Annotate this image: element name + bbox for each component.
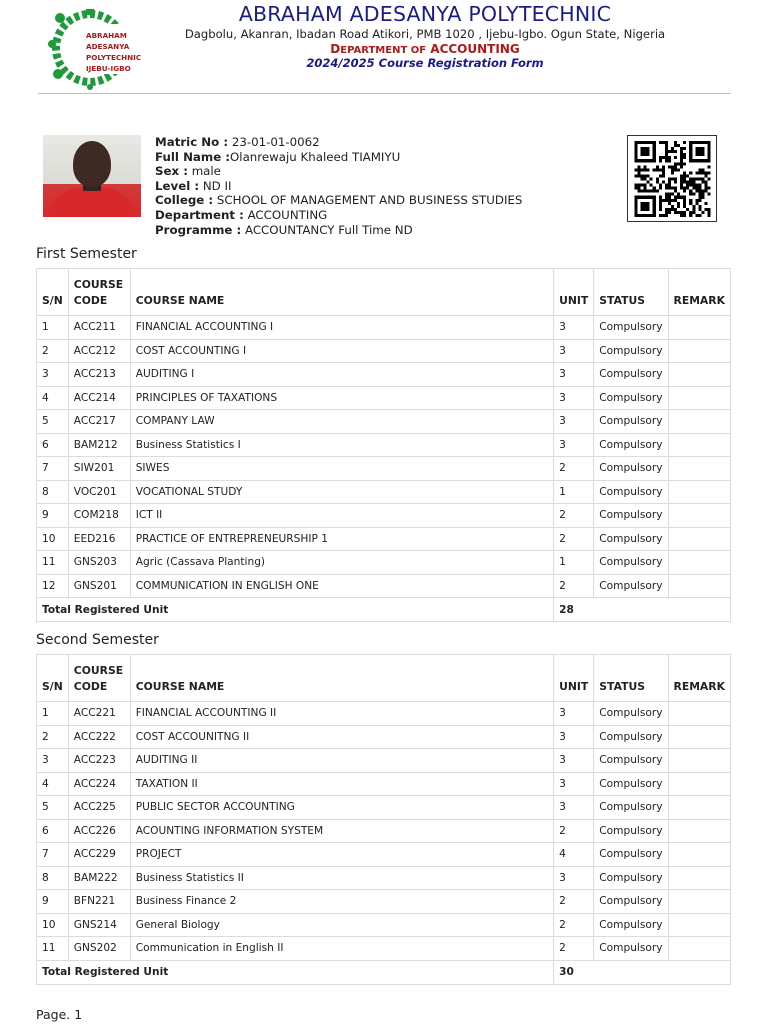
cell-remark <box>668 527 731 551</box>
col-remark-header: REMARK <box>668 655 731 702</box>
cell-status: Compulsory <box>594 527 668 551</box>
cell-name: Business Statistics I <box>130 433 553 457</box>
name-label: Full Name : <box>155 149 231 164</box>
cell-remark <box>668 433 731 457</box>
cell-sn: 2 <box>37 725 69 749</box>
logo-line-2: ADESANYA <box>86 42 130 51</box>
cell-unit: 3 <box>554 339 594 363</box>
cell-name: ICT II <box>130 504 553 528</box>
table-row <box>37 843 731 867</box>
cell-name: Communication in English II <box>130 937 553 961</box>
cell-sn: 7 <box>37 843 69 867</box>
cell-status: Compulsory <box>594 504 668 528</box>
level-row <box>155 179 522 194</box>
cell-sn: 12 <box>37 574 69 598</box>
total-label: Total Registered Unit <box>37 598 554 622</box>
form-title: 2024/2025 Course Registration Form <box>306 56 544 70</box>
cell-sn: 3 <box>37 749 69 773</box>
cell-code: ACC217 <box>68 410 130 434</box>
cell-unit: 1 <box>554 551 594 575</box>
department-row <box>155 208 522 223</box>
institution-logo <box>40 4 144 90</box>
cell-remark <box>668 796 731 820</box>
logo-line-3: POLYTECHNIC <box>86 53 142 62</box>
cell-name: FINANCIAL ACCOUNTING II <box>130 702 553 726</box>
level-label: Level : <box>155 178 200 193</box>
college-row <box>155 193 522 208</box>
cell-status: Compulsory <box>594 772 668 796</box>
col-sn-header: S/N <box>37 655 69 702</box>
table-row <box>37 796 731 820</box>
cell-name: AUDITING I <box>130 363 553 387</box>
table-row <box>37 866 731 890</box>
table-row <box>37 363 731 387</box>
cell-remark <box>668 551 731 575</box>
cell-code: BAM212 <box>68 433 130 457</box>
cell-code: ACC212 <box>68 339 130 363</box>
cell-status: Compulsory <box>594 890 668 914</box>
table-row <box>37 772 731 796</box>
cell-code: BFN221 <box>68 890 130 914</box>
cell-unit: 2 <box>554 819 594 843</box>
department-value: ACCOUNTING <box>247 207 328 222</box>
cell-remark <box>668 866 731 890</box>
cell-unit: 3 <box>554 725 594 749</box>
logo-line-1: ABRAHAM <box>86 31 127 40</box>
student-details <box>155 135 522 237</box>
logo-line-4: IJEBU-IGBO <box>86 64 131 73</box>
table-row <box>37 527 731 551</box>
col-code-header <box>68 655 130 702</box>
cell-code: GNS201 <box>68 574 130 598</box>
sex-label: Sex : <box>155 164 188 179</box>
cell-sn: 10 <box>37 527 69 551</box>
first-semester-title: First Semester <box>36 246 137 262</box>
table-header-row <box>37 269 731 316</box>
cell-unit: 1 <box>554 480 594 504</box>
cell-status: Compulsory <box>594 702 668 726</box>
cell-remark <box>668 410 731 434</box>
total-row <box>37 960 731 984</box>
cell-status: Compulsory <box>594 749 668 773</box>
second-semester-table <box>36 654 731 985</box>
matric-label: Matric No : <box>155 135 229 149</box>
cell-status: Compulsory <box>594 866 668 890</box>
cell-unit: 4 <box>554 843 594 867</box>
table-row <box>37 574 731 598</box>
table-row <box>37 551 731 575</box>
cell-sn: 1 <box>37 316 69 340</box>
cell-unit: 3 <box>554 796 594 820</box>
col-remark-header: REMARK <box>668 269 731 316</box>
cell-unit: 2 <box>554 913 594 937</box>
cell-sn: 4 <box>37 386 69 410</box>
cell-code: ACC211 <box>68 316 130 340</box>
cell-remark <box>668 574 731 598</box>
level-value: ND II <box>202 178 232 193</box>
cell-name: COMMUNICATION IN ENGLISH ONE <box>130 574 553 598</box>
cell-remark <box>668 316 731 340</box>
col-code-header-line-2: CODE <box>73 294 108 307</box>
cell-status: Compulsory <box>594 433 668 457</box>
total-row <box>37 598 731 622</box>
cell-name: SIWES <box>130 457 553 481</box>
cell-unit: 2 <box>554 937 594 961</box>
col-code-header <box>68 269 130 316</box>
header-divider <box>38 93 731 94</box>
institution-address: Dagbolu, Akanran, Ibadan Road Atikori, PMB 1020 , Ijebu-Igbo. Ogun State, Nigeria <box>184 27 666 41</box>
cell-code: GNS203 <box>68 551 130 575</box>
table-row <box>37 339 731 363</box>
department-heading-initial: D <box>330 42 341 56</box>
cell-code: ACC213 <box>68 363 130 387</box>
matric-value: 23-01-01-0062 <box>231 135 320 149</box>
cell-status: Compulsory <box>594 551 668 575</box>
college-label: College : <box>155 193 214 208</box>
cell-unit: 2 <box>554 504 594 528</box>
cell-sn: 10 <box>37 913 69 937</box>
cell-code: ACC226 <box>68 819 130 843</box>
table-row <box>37 316 731 340</box>
cell-unit: 3 <box>554 772 594 796</box>
table-row <box>37 937 731 961</box>
cell-unit: 3 <box>554 702 594 726</box>
cell-remark <box>668 843 731 867</box>
cell-remark <box>668 937 731 961</box>
first-semester-table <box>36 268 731 622</box>
department-label: Department : <box>155 207 244 222</box>
cell-unit: 2 <box>554 527 594 551</box>
cell-sn: 11 <box>37 551 69 575</box>
cell-code: ACC223 <box>68 749 130 773</box>
cell-code: VOC201 <box>68 480 130 504</box>
cell-remark <box>668 890 731 914</box>
qr-code <box>627 135 717 222</box>
cell-status: Compulsory <box>594 363 668 387</box>
table-row <box>37 749 731 773</box>
page-number: Page. 1 <box>36 1007 83 1022</box>
name-row <box>155 150 522 165</box>
cell-remark <box>668 480 731 504</box>
col-sn-header: S/N <box>37 269 69 316</box>
cell-status: Compulsory <box>594 843 668 867</box>
cell-status: Compulsory <box>594 725 668 749</box>
cell-name: PROJECT <box>130 843 553 867</box>
cell-code: ACC214 <box>68 386 130 410</box>
cell-code: GNS202 <box>68 937 130 961</box>
table-row <box>37 913 731 937</box>
cell-code: ACC224 <box>68 772 130 796</box>
cell-unit: 3 <box>554 866 594 890</box>
cell-sn: 6 <box>37 433 69 457</box>
cell-remark <box>668 819 731 843</box>
department-heading-prefix: EPARTMENT OF <box>340 45 427 56</box>
cell-name: Agric (Cassava Planting) <box>130 551 553 575</box>
programme-label: Programme : <box>155 222 242 237</box>
cell-name: AUDITING II <box>130 749 553 773</box>
cell-code: ACC222 <box>68 725 130 749</box>
table-row <box>37 410 731 434</box>
cell-unit: 3 <box>554 433 594 457</box>
cell-name: VOCATIONAL STUDY <box>130 480 553 504</box>
cell-name: PRINCIPLES OF TAXATIONS <box>130 386 553 410</box>
cell-name: General Biology <box>130 913 553 937</box>
college-value: SCHOOL OF MANAGEMENT AND BUSINESS STUDIES <box>216 193 523 208</box>
cell-unit: 3 <box>554 316 594 340</box>
table-row <box>37 725 731 749</box>
cell-unit: 3 <box>554 386 594 410</box>
cell-unit: 3 <box>554 749 594 773</box>
institution-name: ABRAHAM ADESANYA POLYTECHNIC <box>238 2 612 26</box>
cell-sn: 5 <box>37 410 69 434</box>
col-name-header: COURSE NAME <box>130 655 553 702</box>
cell-name: COST ACCOUNTING I <box>130 339 553 363</box>
cell-sn: 3 <box>37 363 69 387</box>
cell-code: ACC221 <box>68 702 130 726</box>
col-unit-header: UNIT <box>554 269 594 316</box>
cell-code: ACC229 <box>68 843 130 867</box>
table-row <box>37 819 731 843</box>
col-status-header: STATUS <box>594 655 668 702</box>
sex-value: male <box>191 164 221 179</box>
cell-code: GNS214 <box>68 913 130 937</box>
student-photo <box>43 135 141 217</box>
cell-name: FINANCIAL ACCOUNTING I <box>130 316 553 340</box>
cell-name: Business Finance 2 <box>130 890 553 914</box>
cell-code: BAM222 <box>68 866 130 890</box>
cell-remark <box>668 504 731 528</box>
programme-value: ACCOUNTANCY Full Time ND <box>244 222 413 237</box>
cell-code: COM218 <box>68 504 130 528</box>
cell-sn: 6 <box>37 819 69 843</box>
table-row <box>37 480 731 504</box>
cell-remark <box>668 725 731 749</box>
cell-sn: 8 <box>37 480 69 504</box>
department-heading-name: ACCOUNTING <box>430 42 520 56</box>
cell-remark <box>668 772 731 796</box>
col-status-header: STATUS <box>594 269 668 316</box>
cell-remark <box>668 457 731 481</box>
programme-row <box>155 223 522 238</box>
cell-status: Compulsory <box>594 480 668 504</box>
sex-row <box>155 164 522 179</box>
total-label: Total Registered Unit <box>37 960 554 984</box>
cell-remark <box>668 339 731 363</box>
col-unit-header: UNIT <box>554 655 594 702</box>
table-row <box>37 386 731 410</box>
cell-name: COMPANY LAW <box>130 410 553 434</box>
cell-unit: 2 <box>554 890 594 914</box>
cell-unit: 2 <box>554 574 594 598</box>
cell-sn: 11 <box>37 937 69 961</box>
cell-name: ACOUNTING INFORMATION SYSTEM <box>130 819 553 843</box>
cell-sn: 1 <box>37 702 69 726</box>
cell-status: Compulsory <box>594 339 668 363</box>
cell-name: Business Statistics II <box>130 866 553 890</box>
cell-sn: 5 <box>37 796 69 820</box>
total-units: 28 <box>554 598 731 622</box>
total-units: 30 <box>554 960 731 984</box>
cell-remark <box>668 749 731 773</box>
cell-name: COST ACCOUNITNG II <box>130 725 553 749</box>
cell-name: PRACTICE OF ENTREPRENEURSHIP 1 <box>130 527 553 551</box>
cell-status: Compulsory <box>594 574 668 598</box>
cell-sn: 2 <box>37 339 69 363</box>
cell-remark <box>668 363 731 387</box>
cell-status: Compulsory <box>594 410 668 434</box>
name-value: Olanrewaju Khaleed TIAMIYU <box>230 149 401 164</box>
col-name-header: COURSE NAME <box>130 269 553 316</box>
cell-remark <box>668 386 731 410</box>
table-header-row <box>37 655 731 702</box>
matric-row <box>155 135 522 150</box>
cell-name: PUBLIC SECTOR ACCOUNTING <box>130 796 553 820</box>
cell-code: EED216 <box>68 527 130 551</box>
cell-sn: 8 <box>37 866 69 890</box>
cell-unit: 3 <box>554 410 594 434</box>
cell-status: Compulsory <box>594 819 668 843</box>
table-row <box>37 504 731 528</box>
cell-sn: 7 <box>37 457 69 481</box>
col-code-header-line-1: COURSE <box>73 278 124 291</box>
second-semester-title: Second Semester <box>36 632 159 648</box>
cell-code: SIW201 <box>68 457 130 481</box>
cell-name: TAXATION II <box>130 772 553 796</box>
cell-remark <box>668 702 731 726</box>
cell-status: Compulsory <box>594 913 668 937</box>
table-row <box>37 457 731 481</box>
table-row <box>37 702 731 726</box>
cell-status: Compulsory <box>594 386 668 410</box>
cell-sn: 4 <box>37 772 69 796</box>
cell-code: ACC225 <box>68 796 130 820</box>
cell-sn: 9 <box>37 890 69 914</box>
cell-status: Compulsory <box>594 457 668 481</box>
cell-sn: 9 <box>37 504 69 528</box>
cell-status: Compulsory <box>594 796 668 820</box>
table-row <box>37 433 731 457</box>
table-row <box>37 890 731 914</box>
cell-remark <box>668 913 731 937</box>
col-code-header-line-1: COURSE <box>73 664 124 677</box>
col-code-header-line-2: CODE <box>73 680 108 693</box>
cell-status: Compulsory <box>594 316 668 340</box>
cell-unit: 3 <box>554 363 594 387</box>
cell-unit: 2 <box>554 457 594 481</box>
cell-status: Compulsory <box>594 937 668 961</box>
